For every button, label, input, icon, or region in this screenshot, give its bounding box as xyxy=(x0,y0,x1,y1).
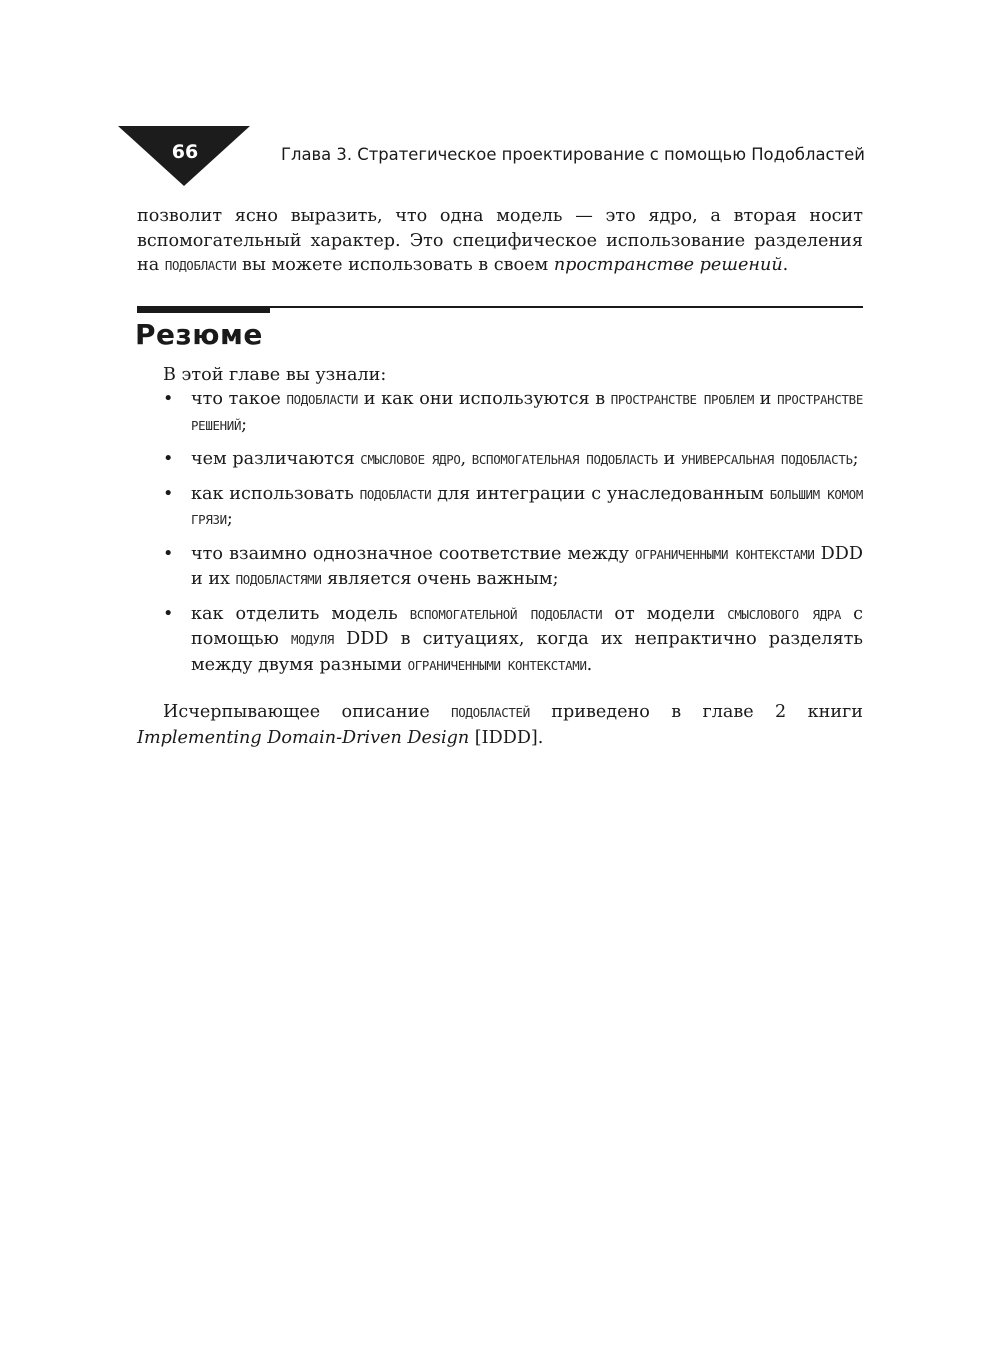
item-text: DDD и их xyxy=(191,543,863,589)
item-text: как использовать xyxy=(191,483,360,504)
item-text: ; xyxy=(226,509,233,529)
book-title: Implementing Domain-Driven Design xyxy=(137,727,470,748)
term: МОДУЛЯ xyxy=(291,632,334,647)
term: СМЫСЛОВОГО ЯДРА xyxy=(727,606,842,622)
bullet-icon: • xyxy=(163,603,174,624)
list-item xyxy=(137,482,863,533)
section-rule-accent xyxy=(137,306,270,313)
intro-text: . xyxy=(782,255,789,275)
term: ПОДОБЛАСТИ xyxy=(359,486,432,502)
item-text: с помощью xyxy=(191,603,863,649)
intro-paragraph xyxy=(137,204,863,279)
term: ОГРАНИЧЕННЫМИ КОНТЕКСТАМИ xyxy=(407,657,587,673)
item-text: ; xyxy=(241,414,248,435)
bullet-icon: • xyxy=(163,389,174,409)
term: ПРОСТРАНСТВЕ РЕШЕНИЙ xyxy=(191,392,863,433)
term: СМЫСЛОВОЕ ЯДРО xyxy=(360,452,461,467)
bullet-icon: • xyxy=(163,449,174,469)
item-text: и как они используются в xyxy=(358,389,611,409)
intro-text: позволит ясно выразить, что одна модель — это ядро, а вторая носит вспомогательный характер. Это специфическое использование разделения на xyxy=(137,206,863,275)
running-title: Глава 3. Стратегическое проектирование с помощью Подобластей xyxy=(281,145,865,164)
page-number: 66 xyxy=(171,141,199,163)
intro-text: вы можете использовать в своем xyxy=(236,255,554,275)
closing-paragraph xyxy=(137,700,863,750)
bullet-icon: • xyxy=(163,543,174,564)
term: ВСПОМОГАТЕЛЬНАЯ ПОДОБЛАСТЬ xyxy=(471,452,658,467)
term-subdomains: ПОДОБЛАСТЕЙ xyxy=(451,705,530,720)
item-text: как отделить модель xyxy=(191,603,410,624)
page-header xyxy=(0,0,1000,190)
closing-text: приведено в главе 2 книги xyxy=(529,702,863,722)
list-item xyxy=(137,602,863,679)
item-text: является очень важным; xyxy=(321,569,559,589)
item-text: и xyxy=(657,449,681,469)
term: ПОДОБЛАСТИ xyxy=(286,392,359,407)
term: БОЛЬШИМ КОМОМ ГРЯЗИ xyxy=(191,486,863,527)
italic-term: пространстве решений xyxy=(553,255,783,275)
summary-list xyxy=(137,387,863,687)
list-item xyxy=(137,387,863,438)
list-item xyxy=(137,542,863,593)
item-text: для интеграции с унаследованным xyxy=(431,483,770,504)
closing-text: Исчерпывающее описание xyxy=(163,702,452,722)
closing-text: [IDDD]. xyxy=(469,727,544,748)
term: ВСПОМОГАТЕЛЬНОЙ ПОДОБЛАСТИ xyxy=(409,606,603,622)
item-text: . xyxy=(586,654,593,675)
item-text: и xyxy=(754,389,778,409)
item-text: DDD в ситуациях, когда их непрактично разделять между двумя разными xyxy=(191,629,863,675)
summary-lead: В этой главе вы узнали: xyxy=(163,365,387,385)
section-heading: Резюме xyxy=(135,318,263,351)
item-text: что такое xyxy=(191,389,287,409)
term: УНИВЕРСАЛЬНАЯ ПОДОБЛАСТЬ xyxy=(680,452,853,467)
item-text: ; xyxy=(852,449,859,469)
item-text: что взаимно однозначное соответствие между xyxy=(191,543,636,564)
term: ПРОСТРАНСТВЕ ПРОБЛЕМ xyxy=(610,392,755,407)
term: ОГРАНИЧЕННЫМИ КОНТЕКСТАМИ xyxy=(635,546,815,562)
list-item xyxy=(137,447,863,473)
term-subdomains: ПОДОБЛАСТИ xyxy=(164,258,237,273)
item-text: чем различаются xyxy=(191,449,361,469)
bullet-icon: • xyxy=(163,483,174,504)
term: ПОДОБЛАСТЯМИ xyxy=(235,572,322,587)
item-text: от модели xyxy=(602,603,728,624)
item-text: , xyxy=(460,449,472,469)
